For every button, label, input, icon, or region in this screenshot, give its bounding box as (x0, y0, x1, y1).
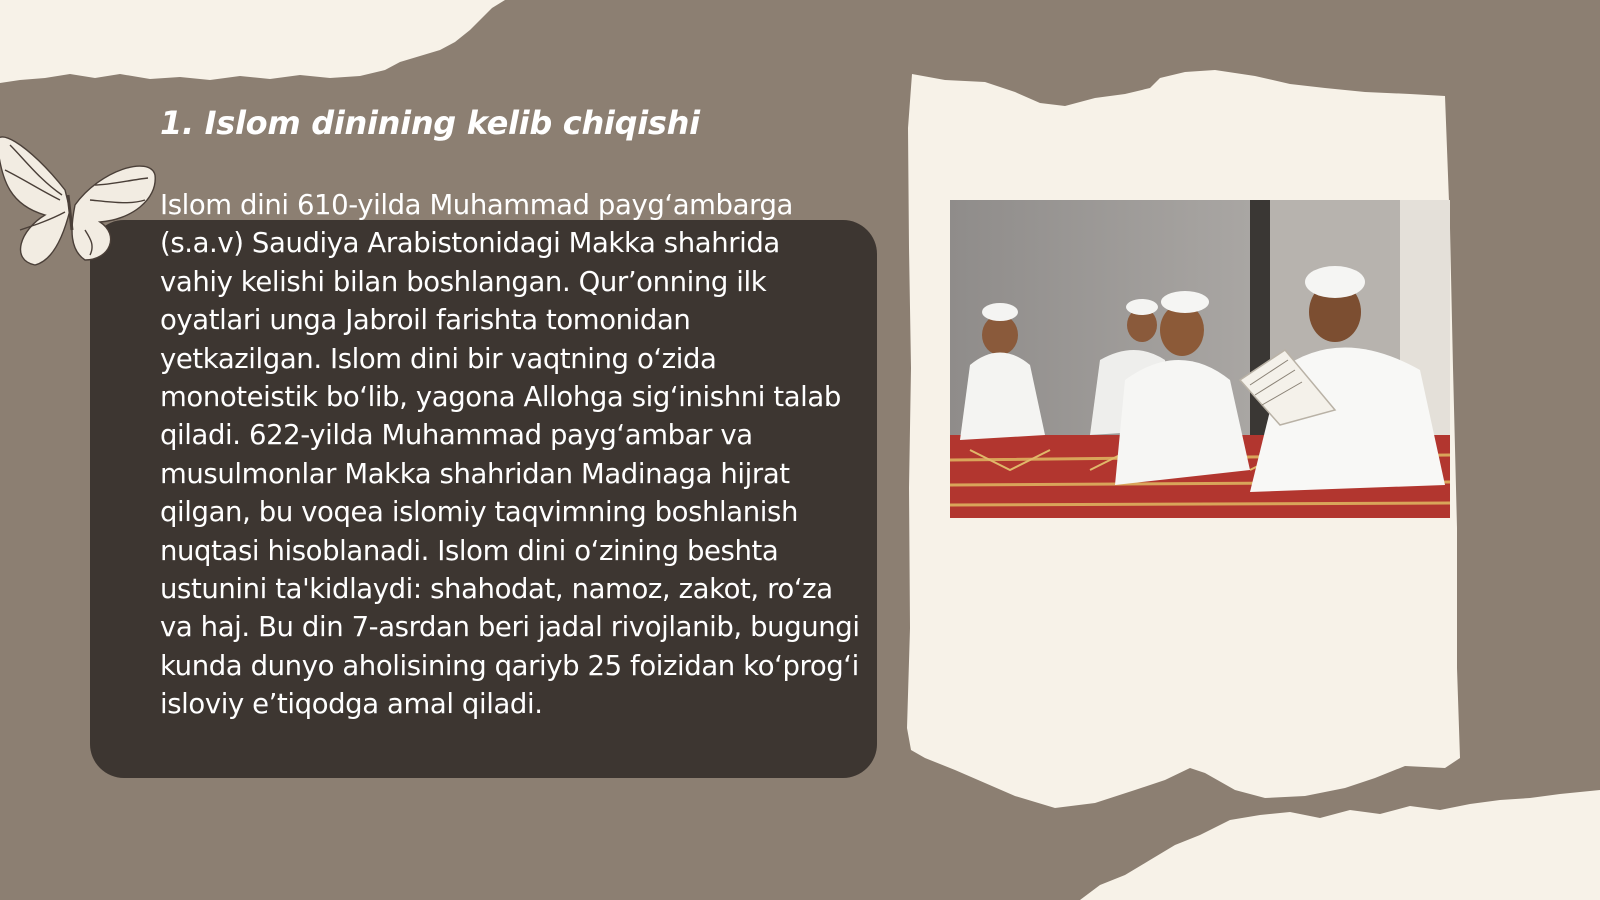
photo-children-reading-quran (950, 200, 1450, 518)
body-paragraph: Islom dini 610-yilda Muhammad payg‘ambarga (s.a.v) Saudiya Arabistonidagi Makka shahrida vahiy kelishi bilan boshlangan. Qur’onning ilk oyatlari unga Jabroil farishta tomonidan yetkazilgan. Islom dini bir vaqtning o‘zida monoteistik bo‘lib, yagona Allohga sig‘inishni talab qiladi. 622-yilda Muhammad payg‘ambar va musulmonlar Makka shahridan Madinaga hijrat qilgan, bu voqea islomiy taqvimning boshlanish nuqtasi hisoblanadi. Islom dini o‘zining beshta ustunini ta'kidlaydi: shahodat, namoz, zakot, ro‘za va haj. Bu din 7-asrdan beri jadal rivojlanib, bugungi kunda dunyo aholisining qariyb 25 foizidan ko‘prog‘i isloviy e’tiqodga amal qiladi. (160, 189, 860, 721)
slide-title: 1. Islom dinining kelib chiqishi (160, 104, 700, 142)
torn-paper-top (0, 0, 520, 95)
torn-paper-bottom (1080, 790, 1600, 900)
butterfly-icon (0, 110, 170, 280)
